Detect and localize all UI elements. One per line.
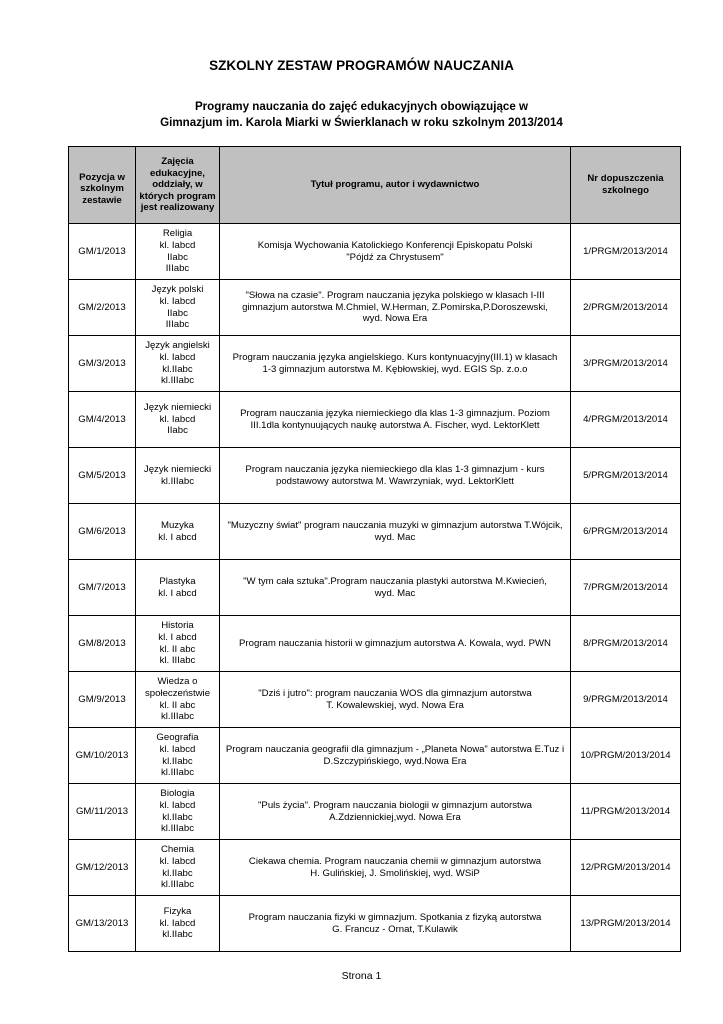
position-cell: GM/2/2013 <box>69 280 136 336</box>
cell-line: Tytuł programu, autor i wydawnictwo <box>310 179 480 191</box>
approval-number-cell: 13/PRGM/2013/2014 <box>571 896 681 952</box>
program-title-cell <box>220 784 571 840</box>
program-title-cell <box>220 504 571 560</box>
cell-line: podstawowy autorstwa M. Wawrzyniak, wyd. LektorKlett <box>276 475 514 487</box>
cell-line: Program nauczania fizyki w gimnazjum. Spotkania z fizyką autorstwa <box>248 911 542 923</box>
cell-line: kl.IIIabc <box>160 475 195 487</box>
table-row <box>69 728 681 784</box>
position-cell: GM/7/2013 <box>69 560 136 616</box>
cell-line: G. Francuz - Ornat, T.Kulawik <box>332 923 458 935</box>
subject-cell <box>136 616 220 672</box>
cell-line: kl. II abc <box>159 643 196 655</box>
cell-line: H. Gulińskiej, J. Smolińskiej, wyd. WSiP <box>310 867 480 879</box>
subject-cell <box>136 336 220 392</box>
cell-line: kl.IIabc <box>162 755 193 767</box>
cell-line: kl. I abcd <box>158 631 197 643</box>
cell-line: Chemia <box>160 844 195 856</box>
cell-line: Program nauczania języka niemieckiego dla klas 1-3 gimnazjum - kurs <box>245 463 545 475</box>
position-cell: GM/12/2013 <box>69 840 136 896</box>
position-cell: GM/3/2013 <box>69 336 136 392</box>
cell-line: zestawie <box>82 194 122 206</box>
approval-number-cell: 12/PRGM/2013/2014 <box>571 840 681 896</box>
cell-line: Język angielski <box>145 340 210 352</box>
cell-line: Komisja Wychowania Katolickiego Konferencji Episkopatu Polski <box>257 239 533 251</box>
cell-line: kl. I abcd <box>158 531 197 543</box>
document-title: SZKOLNY ZESTAW PROGRAMÓW NAUCZANIA <box>209 58 514 73</box>
cell-line: kl. Iabcd <box>159 295 196 307</box>
cell-line: Ciekawa chemia. Program nauczania chemii w gimnazjum autorstwa <box>248 855 542 867</box>
cell-line: kl.IIIabc <box>160 823 195 835</box>
program-title-cell <box>220 560 571 616</box>
header-subject <box>136 147 220 224</box>
subject-cell <box>136 392 220 448</box>
table-row <box>69 840 681 896</box>
subtitle-line: Programy nauczania do zajęć edukacyjnych obowiązujące w <box>194 100 529 113</box>
cell-line: A.Zdziennickiej,wyd. Nowa Era <box>329 811 461 823</box>
cell-line: Język niemiecki <box>143 402 212 414</box>
program-title-cell <box>220 280 571 336</box>
approval-number-cell: 6/PRGM/2013/2014 <box>571 504 681 560</box>
position-cell: GM/13/2013 <box>69 896 136 952</box>
program-title-cell <box>220 336 571 392</box>
position-cell: GM/1/2013 <box>69 224 136 280</box>
cell-line: "W tym cała sztuka".Program nauczania plastyki autorstwa M.Kwiecień, <box>243 575 547 587</box>
cell-line: Program nauczania geografii dla gimnazjum - „Planeta Nowa” autorstwa E.Tuz i <box>225 743 565 755</box>
header-number <box>571 147 681 224</box>
approval-number-cell: 7/PRGM/2013/2014 <box>571 560 681 616</box>
cell-line: IIIabc <box>165 263 190 275</box>
table-row <box>69 336 681 392</box>
cell-line: Wiedza o <box>157 676 198 688</box>
page-footer: Strona 1 <box>341 970 382 982</box>
header-position <box>69 147 136 224</box>
cell-line: wyd. Mac <box>374 587 416 599</box>
cell-line: kl.IIIabc <box>160 375 195 387</box>
document-subtitle <box>0 99 723 131</box>
cell-line: jest realizowany <box>140 202 215 214</box>
cell-line: kl.IIIabc <box>160 711 195 723</box>
subject-cell <box>136 448 220 504</box>
position-cell: GM/6/2013 <box>69 504 136 560</box>
header-title <box>220 147 571 224</box>
position-cell: GM/5/2013 <box>69 448 136 504</box>
approval-number-cell: 9/PRGM/2013/2014 <box>571 672 681 728</box>
approval-number-cell: 8/PRGM/2013/2014 <box>571 616 681 672</box>
approval-number-cell: 2/PRGM/2013/2014 <box>571 280 681 336</box>
programs-table <box>68 146 681 952</box>
cell-line: Plastyka <box>159 575 196 587</box>
cell-line: Religia <box>162 228 193 240</box>
position-cell: GM/11/2013 <box>69 784 136 840</box>
table-header-row <box>69 147 681 224</box>
cell-line: szkolnego <box>602 185 649 196</box>
cell-line: Fizyka <box>163 906 192 918</box>
cell-line: 1-3 gimnazjum autorstwa M. Kębłowskiej, wyd. EGIS Sp. z.o.o <box>262 363 528 375</box>
program-title-cell <box>220 728 571 784</box>
subject-cell <box>136 280 220 336</box>
cell-line: Nr dopuszczenia <box>587 173 664 185</box>
cell-line: Język niemiecki <box>143 463 212 475</box>
approval-number-cell: 10/PRGM/2013/2014 <box>571 728 681 784</box>
cell-line: kl. Iabcd <box>159 351 196 363</box>
cell-line: kl.IIabc <box>162 867 193 879</box>
cell-line: IIabc <box>167 251 188 263</box>
table-row <box>69 504 681 560</box>
table-row <box>69 560 681 616</box>
cell-line: wyd. Mac <box>374 531 416 543</box>
program-title-cell <box>220 224 571 280</box>
table-row <box>69 672 681 728</box>
cell-line: kl. I abcd <box>158 587 197 599</box>
cell-line: kl. II abc <box>159 699 196 711</box>
cell-line: Program nauczania historii w gimnazjum autorstwa A. Kowala, wyd. PWN <box>239 637 551 649</box>
table-row <box>69 616 681 672</box>
cell-line: kl. Iabcd <box>159 799 196 811</box>
subject-cell <box>136 504 220 560</box>
cell-line: kl. Iabcd <box>159 413 196 425</box>
approval-number-cell: 4/PRGM/2013/2014 <box>571 392 681 448</box>
table-row <box>69 896 681 952</box>
position-cell: GM/9/2013 <box>69 672 136 728</box>
program-title-cell <box>220 896 571 952</box>
cell-line: Historia <box>161 620 194 632</box>
approval-number-cell: 5/PRGM/2013/2014 <box>571 448 681 504</box>
table-row <box>69 448 681 504</box>
cell-line: IIabc <box>167 425 188 437</box>
approval-number-cell: 11/PRGM/2013/2014 <box>571 784 681 840</box>
cell-line: Pozycja w <box>79 171 125 183</box>
cell-line: IIIabc <box>165 319 190 331</box>
subject-cell <box>136 784 220 840</box>
program-title-cell <box>220 448 571 504</box>
position-cell: GM/4/2013 <box>69 392 136 448</box>
table-row <box>69 392 681 448</box>
cell-line: III.1dla kontynuujących naukę autorstwa A. Fischer, wyd. LektorKlett <box>250 419 540 431</box>
cell-line: kl.IIabc <box>162 929 193 941</box>
cell-line: "Muzyczny świat" program nauczania muzyki w gimnazjum autorstwa T.Wójcik, <box>227 519 563 531</box>
program-title-cell <box>220 672 571 728</box>
cell-line: "Pójdź za Chrystusem" <box>346 251 444 263</box>
subject-cell <box>136 672 220 728</box>
cell-line: "Słowa na czasie". Program nauczania języka polskiego w klasach I-III <box>245 290 545 302</box>
table-row <box>69 280 681 336</box>
cell-line: Biologia <box>160 788 195 800</box>
cell-line: Program nauczania języka angielskiego. Kurs kontynuacyjny(III.1) w klasach <box>232 351 558 363</box>
subject-cell <box>136 840 220 896</box>
program-title-cell <box>220 616 571 672</box>
cell-line: edukacyjne, <box>150 167 205 179</box>
cell-line: których program <box>139 190 216 202</box>
cell-line: kl. Iabcd <box>159 743 196 755</box>
cell-line: D.Szczypińskiego, wyd.Nowa Era <box>323 755 467 767</box>
cell-line: oddziały, w <box>152 179 203 191</box>
cell-line: gimnazjum autorstwa M.Chmiel, W.Herman, Z.Pomirska,P.Doroszewski, <box>242 301 548 313</box>
approval-number-cell: 3/PRGM/2013/2014 <box>571 336 681 392</box>
cell-line: szkolnym <box>80 183 124 195</box>
table-row <box>69 224 681 280</box>
cell-line: Geografia <box>156 732 199 744</box>
subject-cell <box>136 896 220 952</box>
table-row <box>69 784 681 840</box>
cell-line: T. Kowalewskiej, wyd. Nowa Era <box>326 699 464 711</box>
cell-line: wyd. Nowa Era <box>362 313 428 325</box>
subject-cell <box>136 224 220 280</box>
cell-line: "Dziś i jutro": program nauczania WOS dla gimnazjum autorstwa <box>258 687 532 699</box>
subtitle-line: Gimnazjum im. Karola Miarki w Świerklanach w roku szkolnym 2013/2014 <box>160 116 563 129</box>
program-title-cell <box>220 392 571 448</box>
cell-line: Język polski <box>151 284 204 296</box>
cell-line: kl. Iabcd <box>159 917 196 929</box>
cell-line: Muzyka <box>160 519 195 531</box>
position-cell: GM/10/2013 <box>69 728 136 784</box>
cell-line: kl. Iabcd <box>159 239 196 251</box>
cell-line: kl.IIabc <box>162 363 193 375</box>
cell-line: kl.IIabc <box>162 811 193 823</box>
cell-line: kl.IIIabc <box>160 879 195 891</box>
cell-line: Program nauczania języka niemieckiego dla klas 1-3 gimnazjum. Poziom <box>240 407 550 419</box>
cell-line: kl. Iabcd <box>159 855 196 867</box>
cell-line: kl. IIIabc <box>159 655 196 667</box>
cell-line: społeczeństwie <box>144 687 211 699</box>
program-title-cell <box>220 840 571 896</box>
approval-number-cell: 1/PRGM/2013/2014 <box>571 224 681 280</box>
cell-line: Zajęcia <box>161 156 194 168</box>
cell-line: "Puls życia". Program nauczania biologii w gimnazjum autorstwa <box>258 799 532 811</box>
subject-cell <box>136 560 220 616</box>
position-cell: GM/8/2013 <box>69 616 136 672</box>
subject-cell <box>136 728 220 784</box>
cell-line: kl.IIIabc <box>160 767 195 779</box>
cell-line: IIabc <box>167 307 188 319</box>
